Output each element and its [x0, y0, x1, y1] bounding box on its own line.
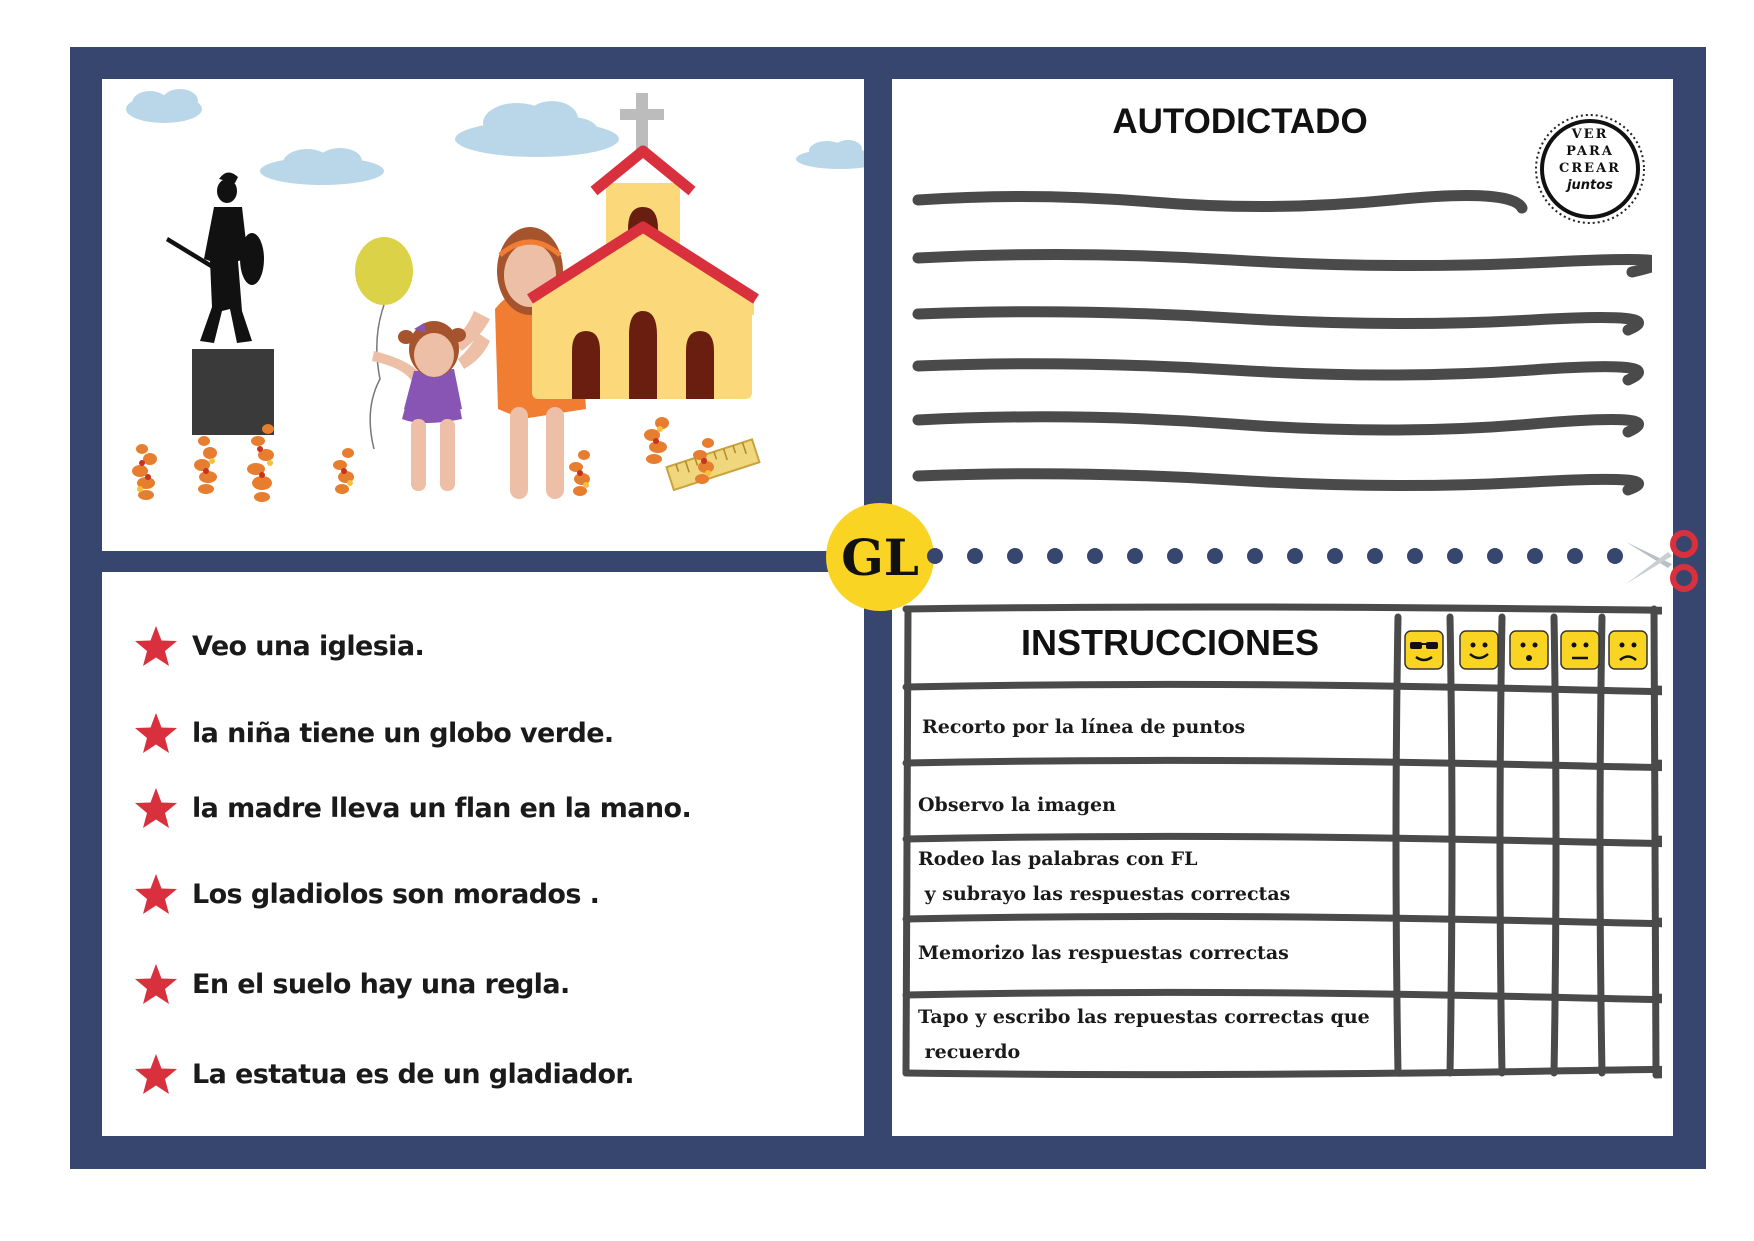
sentence-item	[134, 1054, 634, 1094]
instruction-row	[922, 710, 1245, 745]
cloud-icon	[260, 148, 384, 185]
sentence-text: la madre lleva un flan en la mano.	[192, 792, 692, 824]
neutral-face-icon	[1560, 630, 1600, 670]
instruction-text: Observo la imagen	[918, 794, 1116, 816]
instruction-text: Memorizo las respuestas correctas	[918, 942, 1289, 964]
writing-line	[918, 474, 1639, 490]
writing-line	[918, 254, 1652, 272]
scene-illustration	[102, 79, 864, 551]
sentence-item	[134, 964, 570, 1004]
logo-line: CREAR	[1559, 161, 1621, 176]
star-icon	[134, 712, 178, 754]
sentence-text: Veo una iglesia.	[192, 630, 425, 662]
cloud-icon	[455, 101, 619, 157]
sentence-text: la niña tiene un globo verde.	[192, 717, 614, 749]
instruction-text: Tapo y escribo las repuestas correctas que	[918, 1006, 1370, 1028]
gladiator-statue	[166, 172, 274, 435]
instruction-row	[918, 1000, 1370, 1070]
cloud-icon	[126, 89, 202, 123]
instruction-text: Recorto por la línea de puntos	[922, 716, 1246, 738]
dictation-lines	[912, 180, 1652, 500]
sentence-item	[134, 788, 691, 828]
logo-line: VER	[1571, 127, 1609, 142]
dotted-cut-line	[925, 546, 1625, 566]
writing-line	[918, 417, 1639, 432]
smile-face-icon	[1459, 630, 1499, 670]
instruction-row	[918, 936, 1289, 971]
writing-line	[918, 312, 1639, 330]
sentence-text: En el suelo hay una regla.	[192, 968, 570, 1000]
star-icon	[134, 625, 178, 667]
writing-line	[918, 364, 1639, 380]
sentence-item	[134, 626, 424, 666]
sentence-text: Los gladiolos son morados .	[192, 878, 600, 910]
sentence-item	[134, 713, 614, 753]
instruction-text: y subrayo las respuestas correctas	[918, 883, 1291, 905]
star-icon	[134, 1053, 178, 1095]
instructions-title: INSTRUCCIONES	[1020, 622, 1320, 663]
sentence-text: La estatua es de un gladiador.	[192, 1058, 634, 1090]
star-icon	[134, 873, 178, 915]
instruction-text: recuerdo	[918, 1041, 1021, 1063]
writing-line	[918, 196, 1522, 209]
logo-line: PARA	[1566, 144, 1614, 159]
sad-face-icon	[1608, 630, 1648, 670]
girl-figure	[372, 321, 490, 491]
scissors-icon	[1622, 526, 1702, 596]
code-badge: GL	[826, 503, 934, 611]
surprised-face-icon	[1509, 630, 1549, 670]
star-icon	[134, 787, 178, 829]
cool-face-icon	[1404, 630, 1444, 670]
star-icon	[134, 963, 178, 1005]
dictation-title: AUTODICTADO	[1112, 102, 1368, 141]
instruction-row	[918, 788, 1116, 823]
logo-script: juntos	[1567, 178, 1613, 193]
sentence-item	[134, 874, 599, 914]
cloud-icon	[796, 140, 864, 169]
instruction-row	[918, 842, 1290, 912]
instruction-text: Rodeo las palabras con FL	[918, 848, 1198, 870]
